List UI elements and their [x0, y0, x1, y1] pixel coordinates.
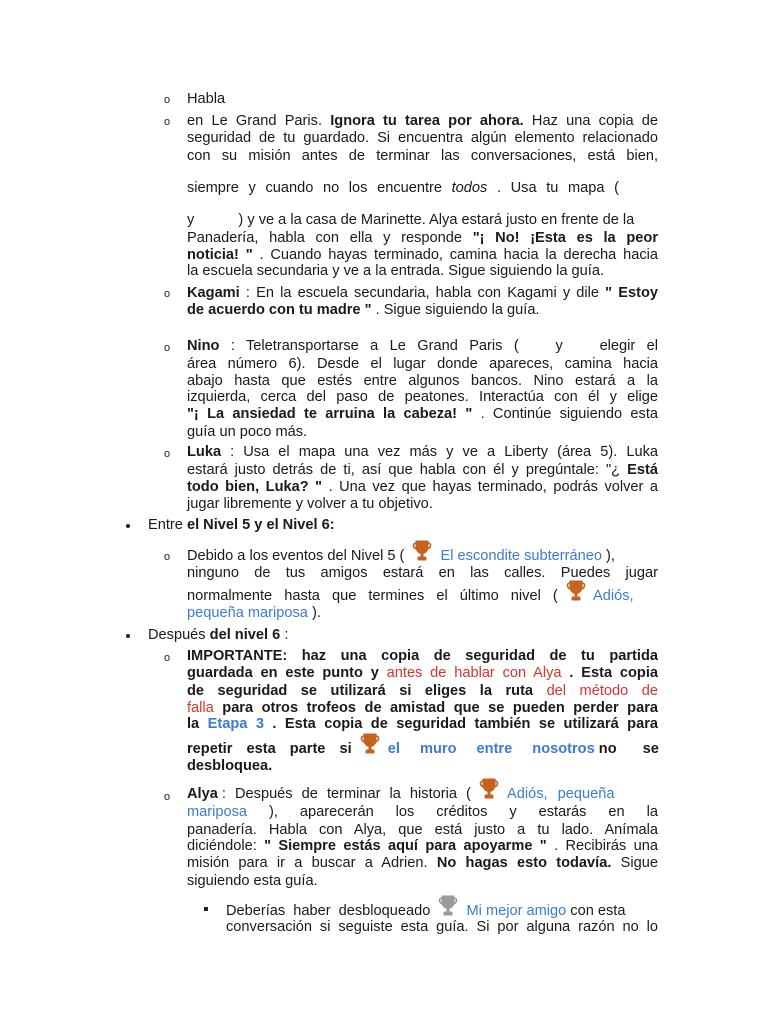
- alya-line-4: [187, 837, 658, 855]
- list-bullet-circle: o: [164, 791, 171, 803]
- sub-line-2: conversación si seguiste esta guía. Si por alguna razón no lo: [226, 919, 658, 935]
- bold-text: "¡ No! ¡Esta es la peor: [472, 230, 658, 246]
- list-item-habla: Habla: [187, 91, 226, 107]
- kagami-line-1: [187, 284, 658, 302]
- importante-line-2: [187, 664, 658, 682]
- nino-line-5: [187, 405, 658, 423]
- text: ), aparecerán los créditos y estarás en la: [269, 804, 658, 820]
- text: . Sigue siguiendo la guía.: [375, 302, 540, 318]
- luka-line-2: [187, 461, 658, 479]
- warning-link[interactable]: falla: [187, 700, 214, 716]
- bold-text: del nivel 6: [209, 627, 281, 643]
- list-bullet-circle: o: [164, 342, 171, 354]
- text: : Usa el mapa una vez más y ve a Liberty (área 5). Luka: [230, 444, 658, 460]
- alya-line-5: [187, 854, 658, 872]
- nino-line-2: área número 6). Desde el lugar donde apareces, camina hacia: [187, 356, 658, 372]
- trophy-link-adios-part2[interactable]: pequeña mariposa: [187, 605, 308, 621]
- warning-text: antes de hablar con Alya: [386, 665, 562, 681]
- grand-paris-line-8: la escuela secundaria y ve a la entrada. Sigue siguiendo la guía.: [187, 263, 605, 279]
- bold-text: " Estoy: [605, 285, 658, 301]
- bold-text: "¡ La ansiedad te arruina la cabeza! ": [187, 406, 473, 422]
- kagami-line-2: [187, 301, 540, 319]
- trophy-bronze-icon: [564, 578, 588, 602]
- text: estará justo detrás de ti, así que habla con él y pregúntale: "¿: [187, 462, 621, 478]
- trophy-link-adios[interactable]: Adiós, pequeña: [507, 786, 615, 802]
- bold-text: Está: [627, 462, 658, 478]
- text: Deberías haber desbloqueado: [226, 903, 431, 919]
- text: Después: [148, 627, 206, 643]
- bold-text: . Esta copia de seguridad también se utilizará para: [272, 716, 658, 732]
- bold-text: noticia! ": [187, 247, 253, 263]
- nivel5-line-2: ninguno de tus amigos estará en las calles. Puedes jugar: [187, 565, 658, 581]
- text: Sigue: [620, 855, 658, 871]
- bold-text: para otros trofeos de amistad que se pueden perder para: [222, 700, 658, 716]
- text: diciéndole:: [187, 838, 257, 854]
- trophy-silver-icon: [436, 893, 460, 917]
- bold-text: de seguridad se utilizará si eliges la ruta: [187, 683, 534, 699]
- grand-paris-line-1: [187, 112, 658, 130]
- text: ) y ve a la casa de Marinette. Alya estará justo en frente de la: [238, 212, 635, 228]
- nino-line-3: abajo hasta que estés entre algunos bancos. Nino estará a la: [187, 373, 658, 389]
- text: normalmente hasta que termines el último nivel (: [187, 588, 558, 604]
- text: Haz una copia de: [531, 113, 659, 129]
- text: con esta: [570, 903, 626, 919]
- grand-paris-line-3: con su misión antes de terminar las conversaciones, está bien,: [187, 148, 658, 164]
- nino-line-1: [187, 337, 658, 355]
- trophy-link-escondite[interactable]: El escondite subterráneo: [440, 548, 602, 564]
- text: :: [284, 627, 289, 643]
- alya-line-3: panadería. Habla con Alya, que está justo a tu lado. Anímala: [187, 822, 658, 838]
- bold-text: Ignora tu tarea por ahora.: [330, 113, 524, 129]
- trophy-link-adios-part1[interactable]: Adiós,: [593, 588, 634, 604]
- list-bullet-circle: o: [164, 652, 171, 664]
- text: : Teletransportarse a Le Grand Paris (: [230, 338, 519, 354]
- text: : En la escuela secundaria, habla con Kagami y dile: [245, 285, 600, 301]
- text: . Usa tu mapa (: [496, 180, 619, 196]
- text: siempre y cuando no los encuentre: [187, 180, 442, 196]
- text: Panadería, habla con ella y responde: [187, 230, 462, 246]
- importante-line-7: desbloquea.: [187, 758, 273, 774]
- text: . Cuando hayas terminado, camina hacia la derecha hacia: [259, 247, 658, 263]
- bold-text: el Nivel 5 y el Nivel 6:: [186, 517, 335, 533]
- list-bullet-circle: o: [164, 116, 171, 128]
- text: : Después de terminar la historia (: [221, 786, 471, 802]
- section-heading-nivel-5-6: [148, 516, 335, 534]
- importante-line-3: [187, 682, 658, 700]
- trophy-link-adios-part2[interactable]: mariposa: [187, 804, 248, 820]
- trophy-bronze-icon: [410, 538, 434, 562]
- trophy-link-mi-mejor-amigo[interactable]: Mi mejor amigo: [466, 903, 567, 919]
- bold-text: no se: [598, 741, 659, 757]
- text: y: [555, 338, 563, 354]
- bold-text: guardada en este punto y: [187, 665, 379, 681]
- character-name: Kagami: [187, 285, 240, 301]
- list-bullet-circle: o: [164, 551, 171, 563]
- luka-line-1: [187, 443, 658, 461]
- bold-text: " Siempre estás aquí para apoyarme ": [264, 838, 547, 854]
- nivel5-line-4: [187, 604, 321, 622]
- luka-line-4: jugar libremente y volver a tu objetivo.: [187, 496, 433, 512]
- list-bullet-dot: [126, 524, 130, 528]
- text: misión para ir a buscar a Adrien.: [187, 855, 428, 871]
- bold-text: de acuerdo con tu madre ": [187, 302, 372, 318]
- warning-link[interactable]: del método de: [546, 683, 658, 699]
- text: . Continúe siguiendo esta: [480, 406, 658, 422]
- character-name: Nino: [187, 338, 220, 354]
- stage-3-link[interactable]: Etapa 3: [207, 716, 264, 732]
- list-bullet-circle: o: [164, 448, 171, 460]
- bold-text: No hagas esto todavía.: [436, 855, 612, 871]
- text: . Una vez que hayas terminado, podrás volver a: [328, 479, 658, 495]
- text: ),: [606, 548, 615, 564]
- text: elegir el: [599, 338, 658, 354]
- character-name: Alya: [187, 786, 218, 802]
- text: Debido a los eventos del Nivel 5 (: [187, 548, 405, 564]
- grand-paris-line-5: [187, 211, 634, 229]
- text: . Recibirás una: [554, 838, 658, 854]
- character-name: Luka: [187, 444, 222, 460]
- alya-line-6: siguiendo esta guía.: [187, 873, 318, 889]
- nino-line-6: guía un poco más.: [187, 424, 308, 440]
- trophy-bronze-icon: [477, 776, 501, 800]
- luka-line-3: [187, 478, 658, 496]
- section-heading-nivel-6: [148, 626, 288, 644]
- grand-paris-line-4: [187, 179, 619, 197]
- alya-line-2: [187, 803, 658, 821]
- bold-text: repetir esta parte si: [187, 741, 352, 757]
- italic-text: todos: [451, 180, 488, 196]
- list-bullet-dot: [126, 634, 130, 638]
- trophy-link-muro[interactable]: el muro entre nosotros: [387, 741, 595, 757]
- grand-paris-line-2: seguridad de tu guardado. Si encuentra algún elemento relacionado: [187, 130, 658, 146]
- nino-line-4: izquierda, cerca del paso de peatones. Interactúa con él y elige: [187, 389, 658, 405]
- text: ).: [311, 605, 321, 621]
- text: Entre: [148, 517, 183, 533]
- bold-text: . Esta copia: [569, 665, 659, 681]
- grand-paris-line-6: [187, 229, 658, 247]
- bold-text: la: [187, 716, 200, 732]
- text: en Le Grand Paris.: [187, 113, 322, 129]
- list-bullet-square: [204, 907, 208, 911]
- text: y: [187, 212, 195, 228]
- bold-text: todo bien, Luka? ": [187, 479, 323, 495]
- list-bullet-circle: o: [164, 94, 171, 106]
- list-bullet-circle: o: [164, 288, 171, 300]
- trophy-bronze-icon: [358, 731, 382, 755]
- importante-line-1: IMPORTANTE: haz una copia de seguridad de tu partida: [187, 648, 658, 664]
